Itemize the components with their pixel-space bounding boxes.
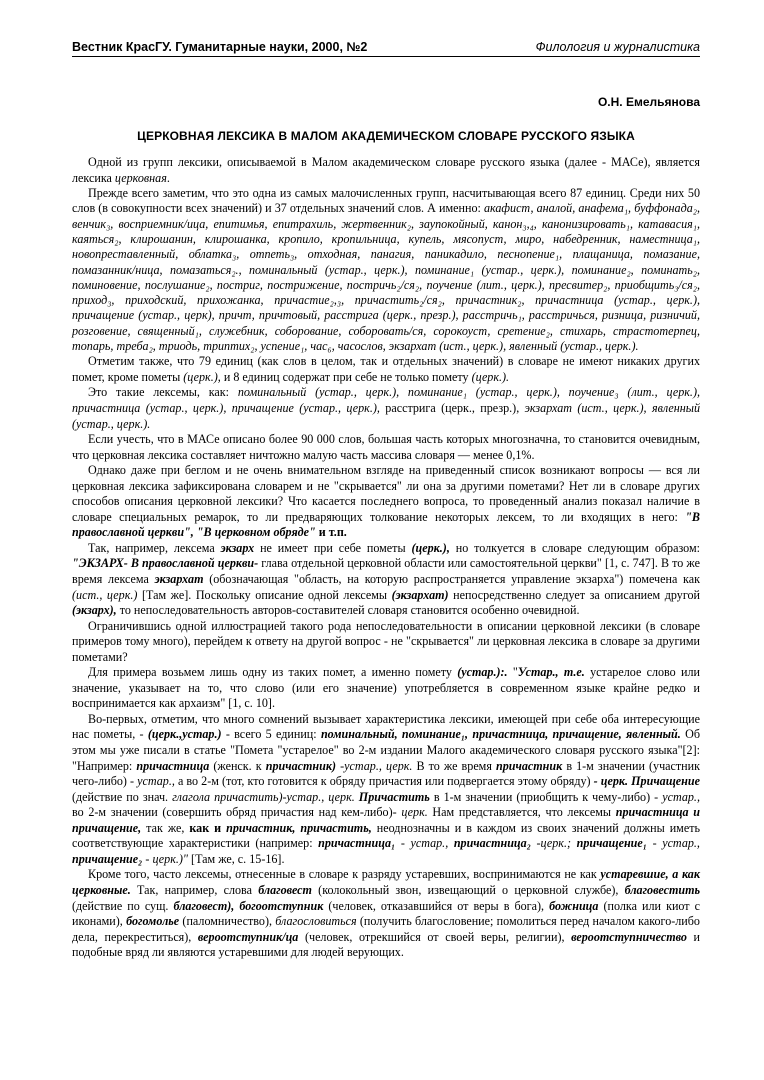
text-run: Кроме того, часто лексемы, отнесенные в словаре к разряду устаревших, воспринимаются не как xyxy=(88,867,601,882)
text-run: вероотступник/ца xyxy=(197,929,299,944)
paragraph xyxy=(72,432,700,463)
author-name: О.Н. Емельянова xyxy=(597,95,700,109)
text-run: благовест xyxy=(258,882,312,897)
text-run: "В православной церкви", "В церковном обряде" xyxy=(72,509,700,540)
text-run: [Там же]. Поскольку описание одной лексемы xyxy=(137,587,392,602)
text-run: Нам представляется, что лексемы xyxy=(427,805,616,820)
text-run: (действие по знач. xyxy=(72,789,173,804)
text-run: (человек, отрекшийся от своей веры, религии), xyxy=(298,929,572,944)
text-run: (человек, отказавшийся от веры в бога), xyxy=(323,898,550,913)
text-run: церк. xyxy=(401,805,428,820)
paragraph xyxy=(72,186,700,354)
text-run: (колокольный звон, извещающий о церковной службе), xyxy=(311,882,625,897)
text-run: -устар., церк. xyxy=(340,758,413,773)
text-run: причастница₂ xyxy=(453,836,531,851)
text-run: Об этом мы уже писали в статье "Помета "устарелое" во 2-м издании Малого академического словаря русского языка"[2]: "Например: xyxy=(72,727,700,773)
paragraph xyxy=(72,712,700,867)
text-run: - устар., xyxy=(400,836,454,851)
text-run: Ограничившись одной иллюстрацией такого рода непоследовательности в описании церковной лексики (в словаре примеров тому много), перейдем к ответу на другой вопрос - не "скрывается" ли церковная лексика в словаре за другими пометами? xyxy=(72,618,700,664)
text-run: Так, например, лексема xyxy=(88,540,221,555)
text-run: церковная xyxy=(114,170,167,185)
text-run: "ЭКЗАРХ- В православной церкви- xyxy=(72,556,259,571)
article-body xyxy=(72,155,700,961)
text-run: (полка или киот с иконами), xyxy=(72,898,701,929)
text-run: . xyxy=(166,170,170,185)
text-run: и 8 единиц содержат при себе не только помету xyxy=(220,369,472,384)
text-run: Однако даже при беглом и не очень внимательном взгляде на приведенный список возникают вопросы — вся ли церковная лексика зафиксирована словарем и не "скрывается" ли она за другими пометами? Нет ли в словаре других способов описания церковной лексики? Что касается последнего вопроса, то проведенный анализ показал наличие в словаре специальных ремарок, то ли предваряющих толкование некоторых лексем, то ли входящих в него: xyxy=(72,463,700,524)
paragraph xyxy=(72,541,700,619)
text-run: экзархат (ист., церк.), явленный (устар., церк.). xyxy=(72,401,700,431)
text-run: Для примера возьмем лишь одну из таких помет, а именно помету xyxy=(88,665,458,680)
page xyxy=(72,40,700,961)
text-run: как и xyxy=(189,820,222,835)
text-run: - церк.)" xyxy=(145,851,189,866)
text-run: акафист, аналой, анафема₁, буффонада₂, венчик₃, восприемник/ица, епитимья, епитрахиль, жертвенник₂, заупокойный, канон₃,₄, канонизировать₁, катавасия₁, каяться₂, клирошанин, клирошанка, кропило, кропильница, купель, мясопуст, миро, набедренник, наместница₁, новопреставленный, облатка₃, отпеть₃, отходная, панагия, паникадило, песнопение₁, плащаница, помазание, помазанник/ница, помазаться₂., поминальный (устар., церк.), поминание₁ (устар., церк.), поминание₂, поминать₂, поминовение, послушание₂, постриг, пострижение, постричь₂/ся₂, поучение (лит., церк.), пресвитер₂, приобщить₃/ся₂, приход₃, приходский, прихожанка, причастие₂,₃, причастить₂/ся₂, причастник₂, причастница (устар., церк.), причащение (устар., церк), причт, причтовый, расстрига (церк., презр.), расстричь₁, расстричься, ризница, ризничий, розговение, священный₁, служебник, соборование, соборовать/ся, сорокоуст, сретение₂, стихарь, страстотерпец, топарь, треба₂, триодь, триптих₂, успение₁, час₆, часослов, экзархат (ист., церк.), явленный (устар., церк.). xyxy=(72,201,700,354)
text-run: Если учесть, что в МАСе описано более 90 000 слов, большая часть которых многозначна, то становится очевидным, что церковная лексика составляет ничтожно малую часть массива словаря — менее 0,1%. xyxy=(72,432,700,462)
text-run: (экзарх), xyxy=(72,603,117,618)
text-run: (устар.):. xyxy=(457,665,508,680)
text-run: Одной из групп лексики, описываемой в Малом академическом словаре русского языка (далее - МАСе), является лексика xyxy=(72,155,700,185)
text-run: причастница xyxy=(136,758,210,773)
text-run: во 2-м значении (совершить обряд причастия над кем-либо)- xyxy=(72,805,402,820)
text-run: но толкуется в словаре следующим образом: xyxy=(449,540,700,555)
text-run: (действие по сущ. xyxy=(72,898,174,913)
text-run: Причастить xyxy=(358,789,430,804)
text-run: Так, например, слова xyxy=(130,882,259,897)
text-run: [Там же, с. 15-16]. xyxy=(188,851,285,866)
text-run: экзархат xyxy=(154,572,204,587)
text-run: и т.п. xyxy=(315,525,347,540)
paragraph xyxy=(72,867,700,960)
text-run: в 1-м значении (участник чего-либо) - xyxy=(72,758,700,789)
text-run: - церк. Причащение xyxy=(593,774,700,789)
text-run: так же, xyxy=(141,820,190,835)
paragraph xyxy=(72,463,700,541)
paragraph xyxy=(72,385,700,432)
text-run: В то же время xyxy=(412,758,496,773)
text-run: а во 2-м (тот, кто готовится к обряду причастия или подвергается этому обряду) xyxy=(174,774,594,789)
text-run: глагола причастить)-устар., церк. xyxy=(172,789,359,804)
text-run: устар., xyxy=(137,774,175,789)
text-run: благовестить xyxy=(624,882,701,897)
text-run: (экзархат) xyxy=(391,587,449,602)
text-run: богомолье xyxy=(126,914,180,929)
text-run: причастница₁ xyxy=(318,836,396,851)
text-run: причастница и причащение, xyxy=(72,805,700,835)
text-run: поминальный, поминание₁, причастница, причащение, явленный. xyxy=(320,727,681,742)
text-run: неоднозначны и в каждом из своих значений должны иметь соответствующие характеристики (например: xyxy=(72,820,701,851)
text-run: (обозначающая "область, на которую распространяется управление экзарха") помечена как xyxy=(203,572,700,587)
text-run: Устар., т.е. xyxy=(517,665,585,680)
text-run: причащение₂ xyxy=(72,851,143,866)
text-run: причастник xyxy=(495,758,563,773)
text-run: и подобные вряд ли являются устаревшими для людей верующих. xyxy=(72,929,700,960)
text-run: божница xyxy=(549,898,599,913)
text-run: в 1-м значении (приобщить к чему-либо) - xyxy=(429,789,663,804)
text-run: глава отдельной церковной области или самостоятельной церкви" [1, с. 747]. В то же время лексема xyxy=(72,556,700,587)
text-run: Отметим также, что 79 единиц (как слов в целом, так и отдельных значений) в словаре не имеют никаких других помет, кроме пометы xyxy=(72,354,700,384)
paragraph xyxy=(72,354,700,385)
text-run: вероотступничество xyxy=(571,929,687,944)
article-title: ЦЕРКОВНАЯ ЛЕКСИКА В МАЛОМ АКАДЕМИЧЕСКОМ СЛОВАРЕ РУССКОГО ЯЗЫКА xyxy=(137,129,635,143)
text-run: Во-первых, отметим, что много сомнений вызывает характеристика лексики, имеющей при себе оба интересующие нас пометы, - xyxy=(72,711,700,742)
text-run: экзарх xyxy=(220,540,255,555)
text-run: устар., xyxy=(662,789,700,804)
text-run: благовест), богоотступник xyxy=(173,898,324,913)
running-header xyxy=(72,40,700,57)
text-run: причастник, причастить, xyxy=(226,820,372,835)
text-run: (ист., церк.) xyxy=(72,587,138,602)
section-name: Филология и журналистика xyxy=(535,40,700,54)
text-run: устарелое слово или значение, указывает на то, что слово (или его значение) употребляется в современном языке крайне редко и воспринимается как архаизм" [1, с. 10]. xyxy=(72,665,700,711)
text-run: (паломничество), xyxy=(179,914,276,929)
text-run: -церк.; xyxy=(536,836,577,851)
text-run: благословиться xyxy=(275,914,357,929)
text-run: устаревшие, а как церковные. xyxy=(72,867,700,897)
text-run: (церк.), xyxy=(183,369,221,384)
paragraph xyxy=(72,665,700,712)
text-run: - всего 5 единиц: xyxy=(221,727,321,742)
text-run: (церк.,устар.) xyxy=(147,727,222,742)
text-run: (церк.), xyxy=(411,540,450,555)
text-run: Это такие лексемы, как: xyxy=(88,385,238,400)
text-run: расстрига (церк., презр.), xyxy=(379,401,525,415)
text-run: не имеет при себе пометы xyxy=(254,540,412,555)
text-run: то непоследовательность авторов-составителей словаря становится особенно очевидной. xyxy=(116,603,580,618)
text-run: непосредственно следует за описанием другой xyxy=(448,587,700,602)
paragraph xyxy=(72,619,700,666)
text-run: (получить благословение; помолиться перед началом какого-либо дела, перекреститься), xyxy=(72,914,700,944)
paragraph xyxy=(72,155,700,186)
text-run: (женск. к xyxy=(209,758,266,773)
text-run: - устар., xyxy=(652,836,700,851)
text-run: причастник) xyxy=(265,758,337,773)
text-run: поминальный (устар., церк.), поминание₁ (устар., церк.), поучение₃ (лит., церк.), причастница (устар., церк.), причащение (устар., церк.), xyxy=(72,385,700,415)
text-run: причащение₁ xyxy=(576,836,647,851)
text-run: (церк.). xyxy=(471,369,510,384)
text-run: Прежде всего заметим, что это одна из самых малочисленных групп, насчитывающая всего 87 единиц. Среди них 50 слов (в совокупности всех значений) и 37 отдельных значений слов. А именно: xyxy=(72,186,700,216)
text-run: " xyxy=(507,665,518,680)
journal-title: Вестник КрасГУ. Гуманитарные науки, 2000, №2 xyxy=(72,40,368,54)
